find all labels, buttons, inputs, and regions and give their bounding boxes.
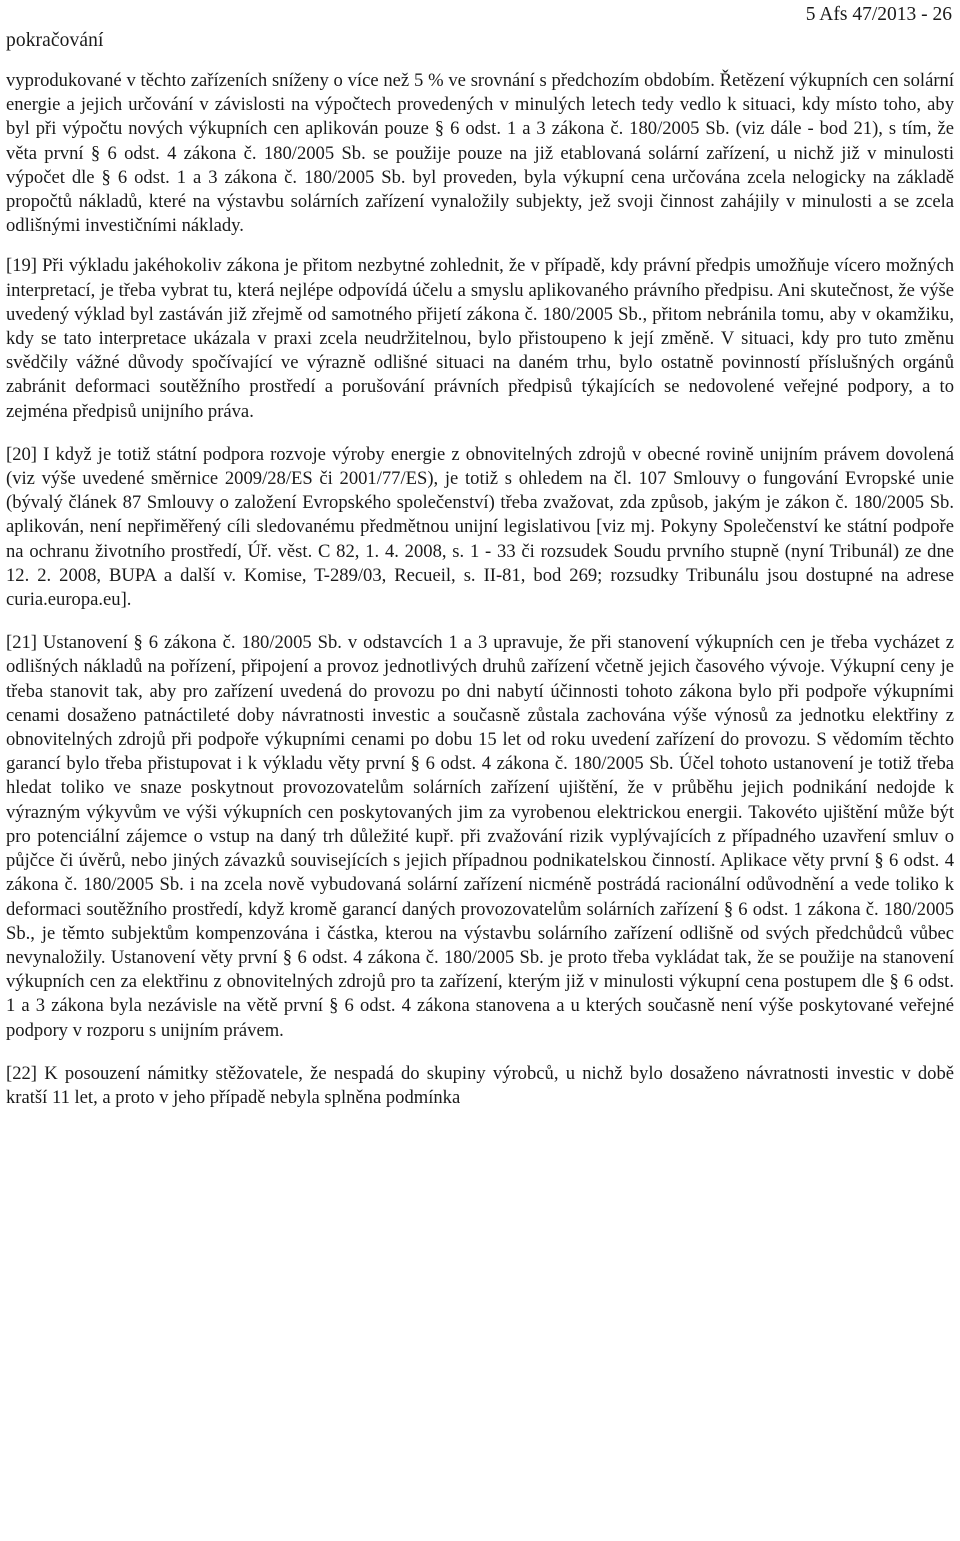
continuation-label: pokračování	[6, 30, 104, 51]
paragraph-21: [21] Ustanovení § 6 zákona č. 180/2005 Sb. v odstavcích 1 a 3 upravuje, že při stanovení výkupních cen je třeba vycházet z odlišných nákladů na pořízení, připojení a provoz jednotlivých druhů zařízení včetně jejich časového vývoje. Výkupní ceny je třeba stanovit tak, aby pro zařízení uvedená do provozu po dni nabytí účinnosti tohoto zákona bylo při podpoře výkupními cenami dosaženo patnáctileté doby návratnosti investic a současně zůstala zachována výše výnosů za jednotku elektřiny z obnovitelných zdrojů při podpoře výkupními cenami po dobu 15 let od roku uvedení zařízení do provozu. S vědomím těchto garancí bylo třeba přistupovat i k výkladu věty první § 6 odst. 4 zákona č. 180/2005 Sb. Účel tohoto ustanovení je totiž třeba hledat toliko ve snaze poskytnout provozovatelům solárních zařízení ujištění, že v průběhu jejich podnikání nedojde k výrazným výkyvům ve výši výkupních cen poskytovaných jim za vyrobenou elektrickou energii. Takovéto ujištění může být pro potenciální zájemce o vstup na daný trh důležité kupř. při zvažování rizik vyplývajících z případného uzavření smluv o půjčce či úvěrů, nebo jiných závazků souvisejících s jejich případnou podnikatelskou činností. Aplikace věty první § 6 odst. 4 zákona č. 180/2005 Sb. i na zcela nově vybudovaná solární zařízení nicméně postrádá racionální odůvodnění a vede toliko k deformaci soutěžního prostředí, když kromě garancí daných provozovatelům solárních zařízení § 6 odst. 1 zákona č. 180/2005 Sb., je těmto subjektům kompenzována i částka, kterou na výstavbu solárního zařízení odlišně od svých předchůdců vůbec nevynaložily. Ustanovení věty první § 6 odst. 4 zákona č. 180/2005 Sb. je proto třeba vykládat tak, že se použije na stanovení výkupních cen za elektřinu z obnovitelných zdrojů pro ta zařízení, kterým již v minulosti výkupní cena postupem dle § 6 odst. 1 a 3 zákona byla nezávisle na větě první § 6 odst. 4 zákona stanovena a u kterých současně není výše poskytované veřejné podpory v rozporu s unijním právem.	[6, 632, 954, 1041]
case-number: 5 Afs 47/2013 - 26	[805, 4, 952, 25]
paragraph-20: [20] I když je totiž státní podpora rozvoje výroby energie z obnovitelných zdrojů v obecné rovině unijním právem dovolená (viz výše uvedené směrnice 2009/28/ES či 2001/77/ES), je totiž s ohledem na čl. 107 Smlouvy o fungování Evropské unie (bývalý článek 87 Smlouvy o založení Evropského společenství) třeba zvažovat, zda způsob, jakým je zákon č. 180/2005 Sb. aplikován, není nepřiměřený cíli sledovanému předmětnou unijní legislativou [viz mj. Pokyny Společenství ke státní podpoře na ochranu životního prostředí, Úř. věst. C 82, 1. 4. 2008, s. 1 - 33 či rozsudek Soudu prvního stupně (nyní Tribunál) ze dne 12. 2. 2008, BUPA a další v. Komise, T-289/03, Recueil, s. II-81, bod 269; rozsudky Tribunálu jsou dostupné na adrese curia.europa.eu].	[6, 443, 954, 611]
paragraph-19: [19] Při výkladu jakéhokoliv zákona je přitom nezbytné zohlednit, že v případě, kdy právní předpis umožňuje vícero možných interpretací, je třeba vybrat tu, která nejlépe odpovídá účelu a smyslu aplikovaného právního předpisu. Ani skutečnost, že výše uvedený výklad byl zastáván již zřejmě od samotného přijetí zákona č. 180/2005 Sb., přitom nebránila tomu, aby v okamžiku, kdy se tato interpretace ukázala v praxi zcela neudržitelnou, bylo přistoupeno k její změně. V situaci, kdy pro tuto změnu svědčily vážné důvody spočívající ve výrazně odlišné situaci na daném trhu, bylo ostatně povinností příslušných orgánů zabránit deformaci soutěžního prostředí a porušování právních předpisů týkajících se nedovolené veřejné podpory, a to zejména předpisů unijního práva.	[6, 255, 954, 422]
paragraph-22: [22] K posouzení námitky stěžovatele, že nespadá do skupiny výrobců, u nichž bylo dosaženo návratnosti investic v době kratší 11 let, a proto v jeho případě nebyla splněna podmínka	[6, 1062, 954, 1108]
paragraph-continuation: vyprodukované v těchto zařízeních sníženy o více než 5 % ve srovnání s předchozím obdobím. Řetězení výkupních cen solární energie a jejich určování v závislosti na výpočtech provedených v minulých letech tedy vedlo k situaci, kdy místo toho, aby byl při výpočtu nových výkupních cen aplikován pouze § 6 odst. 1 a 3 zákona č. 180/2005 Sb. (viz dále - bod 21), s tím, že věta první § 6 odst. 4 zákona č. 180/2005 Sb. se použije pouze na již etablovaná solární zařízení, u nichž již v minulosti výpočet dle § 6 odst. 1 a 3 zákona č. 180/2005 Sb. byl proveden, byla výkupní cena určována zcela nelogicky na základě propočtů nákladů, které na výstavbu solárních zařízení vynaložily subjekty, jež svoji činnost zahájily v minulosti a se zcela odlišnými investičními náklady.	[6, 70, 954, 237]
document-body	[6, 69, 954, 1129]
page-header	[6, 0, 954, 60]
